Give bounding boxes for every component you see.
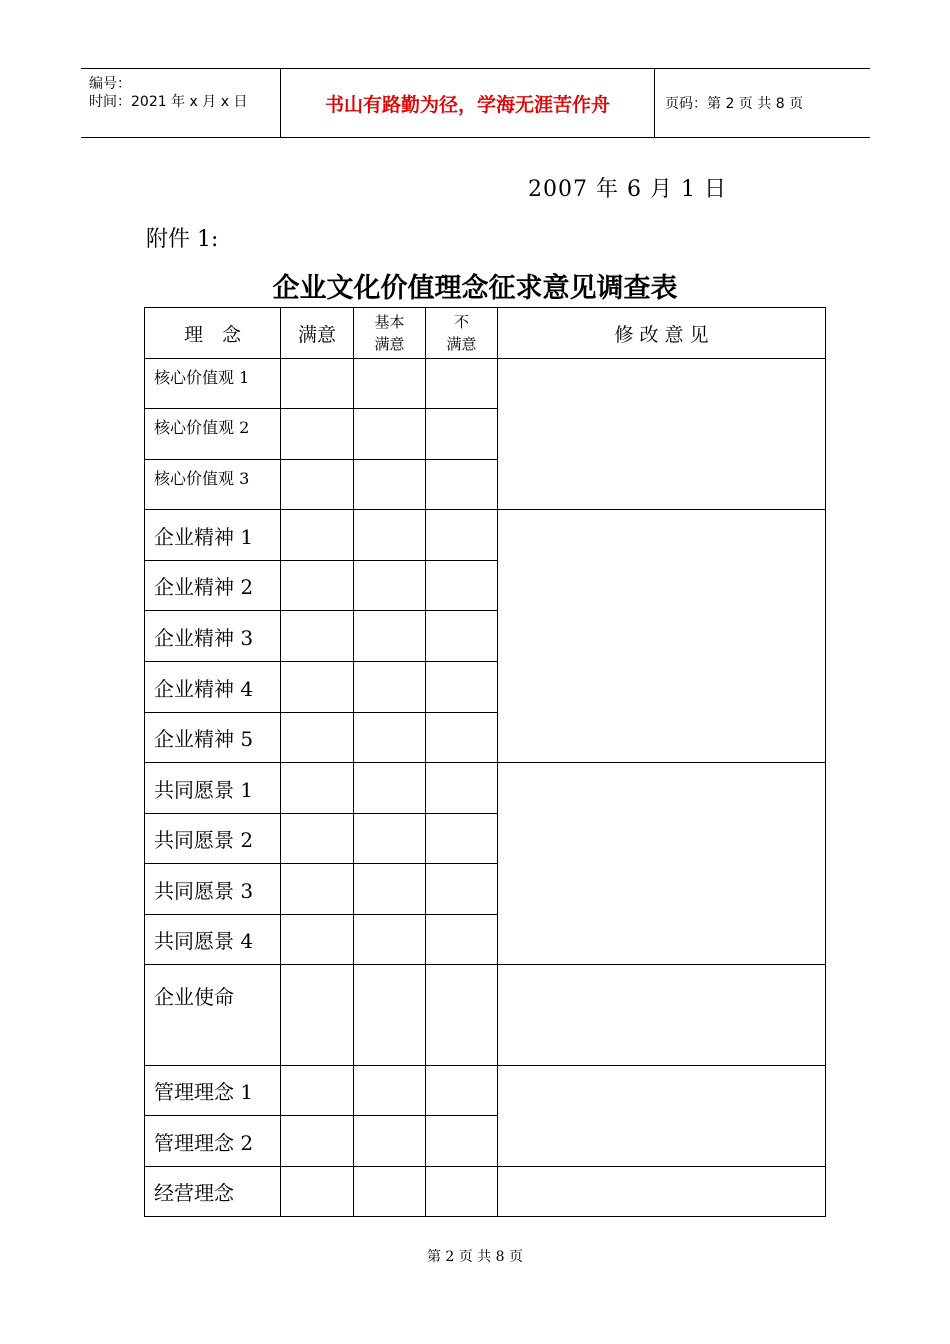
satisfied-cell[interactable]	[281, 713, 354, 763]
basic-satisfied-cell[interactable]	[354, 409, 426, 460]
row-label: 核心价值观 1	[145, 359, 281, 409]
not-satisfied-cell[interactable]	[426, 510, 498, 561]
satisfied-cell[interactable]	[281, 814, 354, 864]
row-label: 企业使命	[145, 965, 281, 1066]
row-label: 共同愿景 4	[145, 915, 281, 965]
table-row	[145, 359, 826, 409]
basic-satisfied-cell[interactable]	[354, 965, 426, 1066]
basic-satisfied-cell[interactable]	[354, 611, 426, 662]
not-satisfied-cell[interactable]	[426, 864, 498, 915]
row-label: 企业精神 3	[145, 611, 281, 662]
satisfied-cell[interactable]	[281, 561, 354, 611]
page-header	[81, 68, 870, 138]
not-satisfied-cell[interactable]	[426, 915, 498, 965]
row-label: 管理理念 2	[145, 1116, 281, 1167]
opinion-cell[interactable]	[498, 510, 826, 763]
satisfied-cell[interactable]	[281, 864, 354, 915]
table-row	[145, 965, 826, 1066]
row-label: 共同愿景 1	[145, 763, 281, 814]
row-label: 共同愿景 3	[145, 864, 281, 915]
opinion-cell[interactable]	[498, 1066, 826, 1167]
not-satisfied-cell[interactable]	[426, 713, 498, 763]
basic-satisfied-cell[interactable]	[354, 359, 426, 409]
opinion-cell[interactable]	[498, 763, 826, 965]
row-label: 企业精神 5	[145, 713, 281, 763]
basic-satisfied-cell[interactable]	[354, 1167, 426, 1217]
satisfied-cell[interactable]	[281, 611, 354, 662]
not-satisfied-cell[interactable]	[426, 965, 498, 1066]
not-satisfied-cell[interactable]	[426, 611, 498, 662]
basic-satisfied-cell[interactable]	[354, 1066, 426, 1116]
satisfied-cell[interactable]	[281, 510, 354, 561]
satisfied-cell[interactable]	[281, 460, 354, 510]
satisfied-cell[interactable]	[281, 1066, 354, 1116]
not-satisfied-cell[interactable]	[426, 1116, 498, 1167]
not-satisfied-cell[interactable]	[426, 561, 498, 611]
table-row	[145, 763, 826, 814]
document-date: 2007 年 6 月 1 日	[528, 177, 727, 202]
row-label: 共同愿景 2	[145, 814, 281, 864]
not-satisfied-cell[interactable]	[426, 1167, 498, 1217]
row-label: 核心价值观 3	[145, 460, 281, 510]
table-row	[145, 510, 826, 561]
satisfied-cell[interactable]	[281, 915, 354, 965]
basic-satisfied-cell[interactable]	[354, 864, 426, 915]
row-label: 管理理念 1	[145, 1066, 281, 1116]
row-label: 核心价值观 2	[145, 409, 281, 460]
attachment-label: 附件 1:	[146, 227, 219, 252]
satisfied-cell[interactable]	[281, 965, 354, 1066]
opinion-cell[interactable]	[498, 1167, 826, 1217]
survey-table	[144, 307, 826, 1217]
not-satisfied-cell[interactable]	[426, 662, 498, 713]
opinion-cell[interactable]	[498, 965, 826, 1066]
not-satisfied-cell[interactable]	[426, 460, 498, 510]
header-concept: 理 念	[145, 308, 281, 359]
satisfied-cell[interactable]	[281, 1167, 354, 1217]
basic-satisfied-cell[interactable]	[354, 662, 426, 713]
header-motto: 书山有路勤为径，学海无涯苦作舟	[281, 69, 655, 137]
document-title: 企业文化价值理念征求意见调查表	[272, 273, 678, 304]
header-basic-line1: 基本	[374, 313, 405, 331]
row-label: 企业精神 4	[145, 662, 281, 713]
basic-satisfied-cell[interactable]	[354, 561, 426, 611]
table-row	[145, 1066, 826, 1116]
basic-satisfied-cell[interactable]	[354, 1116, 426, 1167]
table-row	[145, 1167, 826, 1217]
satisfied-cell[interactable]	[281, 763, 354, 814]
header-not-line2: 满意	[446, 335, 477, 353]
satisfied-cell[interactable]	[281, 409, 354, 460]
satisfied-cell[interactable]	[281, 662, 354, 713]
not-satisfied-cell[interactable]	[426, 409, 498, 460]
row-label: 企业精神 1	[145, 510, 281, 561]
header-basic-line2: 满意	[374, 335, 405, 353]
satisfied-cell[interactable]	[281, 359, 354, 409]
not-satisfied-cell[interactable]	[426, 814, 498, 864]
basic-satisfied-cell[interactable]	[354, 460, 426, 510]
header-satisfied: 满意	[281, 308, 354, 359]
basic-satisfied-cell[interactable]	[354, 510, 426, 561]
opinion-cell[interactable]	[498, 359, 826, 510]
basic-satisfied-cell[interactable]	[354, 915, 426, 965]
header-meta	[81, 69, 281, 137]
time-label: 时间：2021 年 x 月 x 日	[89, 94, 248, 110]
basic-satisfied-cell[interactable]	[354, 713, 426, 763]
header-opinion: 修 改 意 见	[498, 308, 826, 359]
row-label: 企业精神 2	[145, 561, 281, 611]
basic-satisfied-cell[interactable]	[354, 763, 426, 814]
table-header-row	[145, 308, 826, 359]
not-satisfied-cell[interactable]	[426, 359, 498, 409]
row-label: 经营理念	[145, 1167, 281, 1217]
basic-satisfied-cell[interactable]	[354, 814, 426, 864]
page-footer: 第 2 页 共 8 页	[426, 1249, 524, 1265]
header-page-info: 页码：第 2 页 共 8 页	[665, 96, 804, 112]
header-not-line1: 不	[453, 313, 469, 331]
number-label: 编号：	[89, 76, 131, 92]
header-basic-satisfied	[354, 308, 426, 359]
not-satisfied-cell[interactable]	[426, 763, 498, 814]
not-satisfied-cell[interactable]	[426, 1066, 498, 1116]
header-not-satisfied	[426, 308, 498, 359]
satisfied-cell[interactable]	[281, 1116, 354, 1167]
